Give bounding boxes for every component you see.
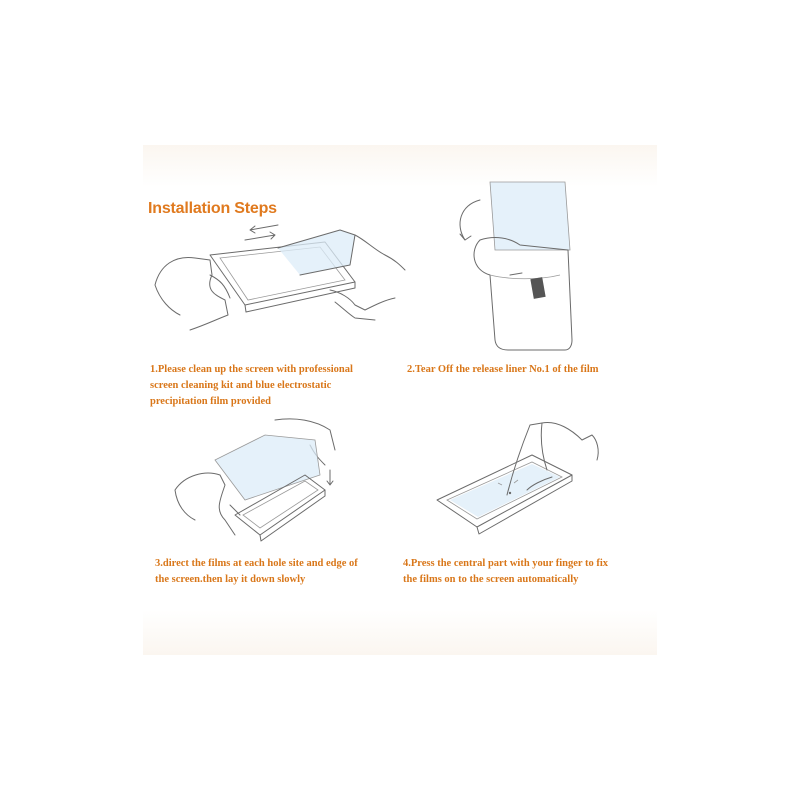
- step-1-text: 1.Please clean up the screen with professional screen cleaning kit and blue electrostatic precipitation film provided: [150, 364, 353, 407]
- step1-illustration: [150, 220, 410, 355]
- bottom-band: [143, 610, 657, 655]
- step4-illustration: [432, 415, 607, 545]
- cleaning-illustration-icon: [150, 220, 410, 350]
- step-3-text: 3.direct the films at each hole site and edge of the screen.then lay it down slowly: [155, 558, 358, 585]
- step2-illustration: [450, 180, 590, 360]
- step3-illustration: [165, 415, 345, 560]
- press-center-illustration-icon: [432, 415, 607, 540]
- step-4-text: 4.Press the central part with your finger to fix the films on to the screen automatically: [403, 558, 609, 585]
- align-film-illustration-icon: [165, 415, 345, 555]
- peel-liner-illustration-icon: [450, 180, 590, 355]
- step-2-text: 2.Tear Off the release liner No.1 of the film: [407, 364, 599, 375]
- page-title: Installation Steps: [148, 200, 277, 217]
